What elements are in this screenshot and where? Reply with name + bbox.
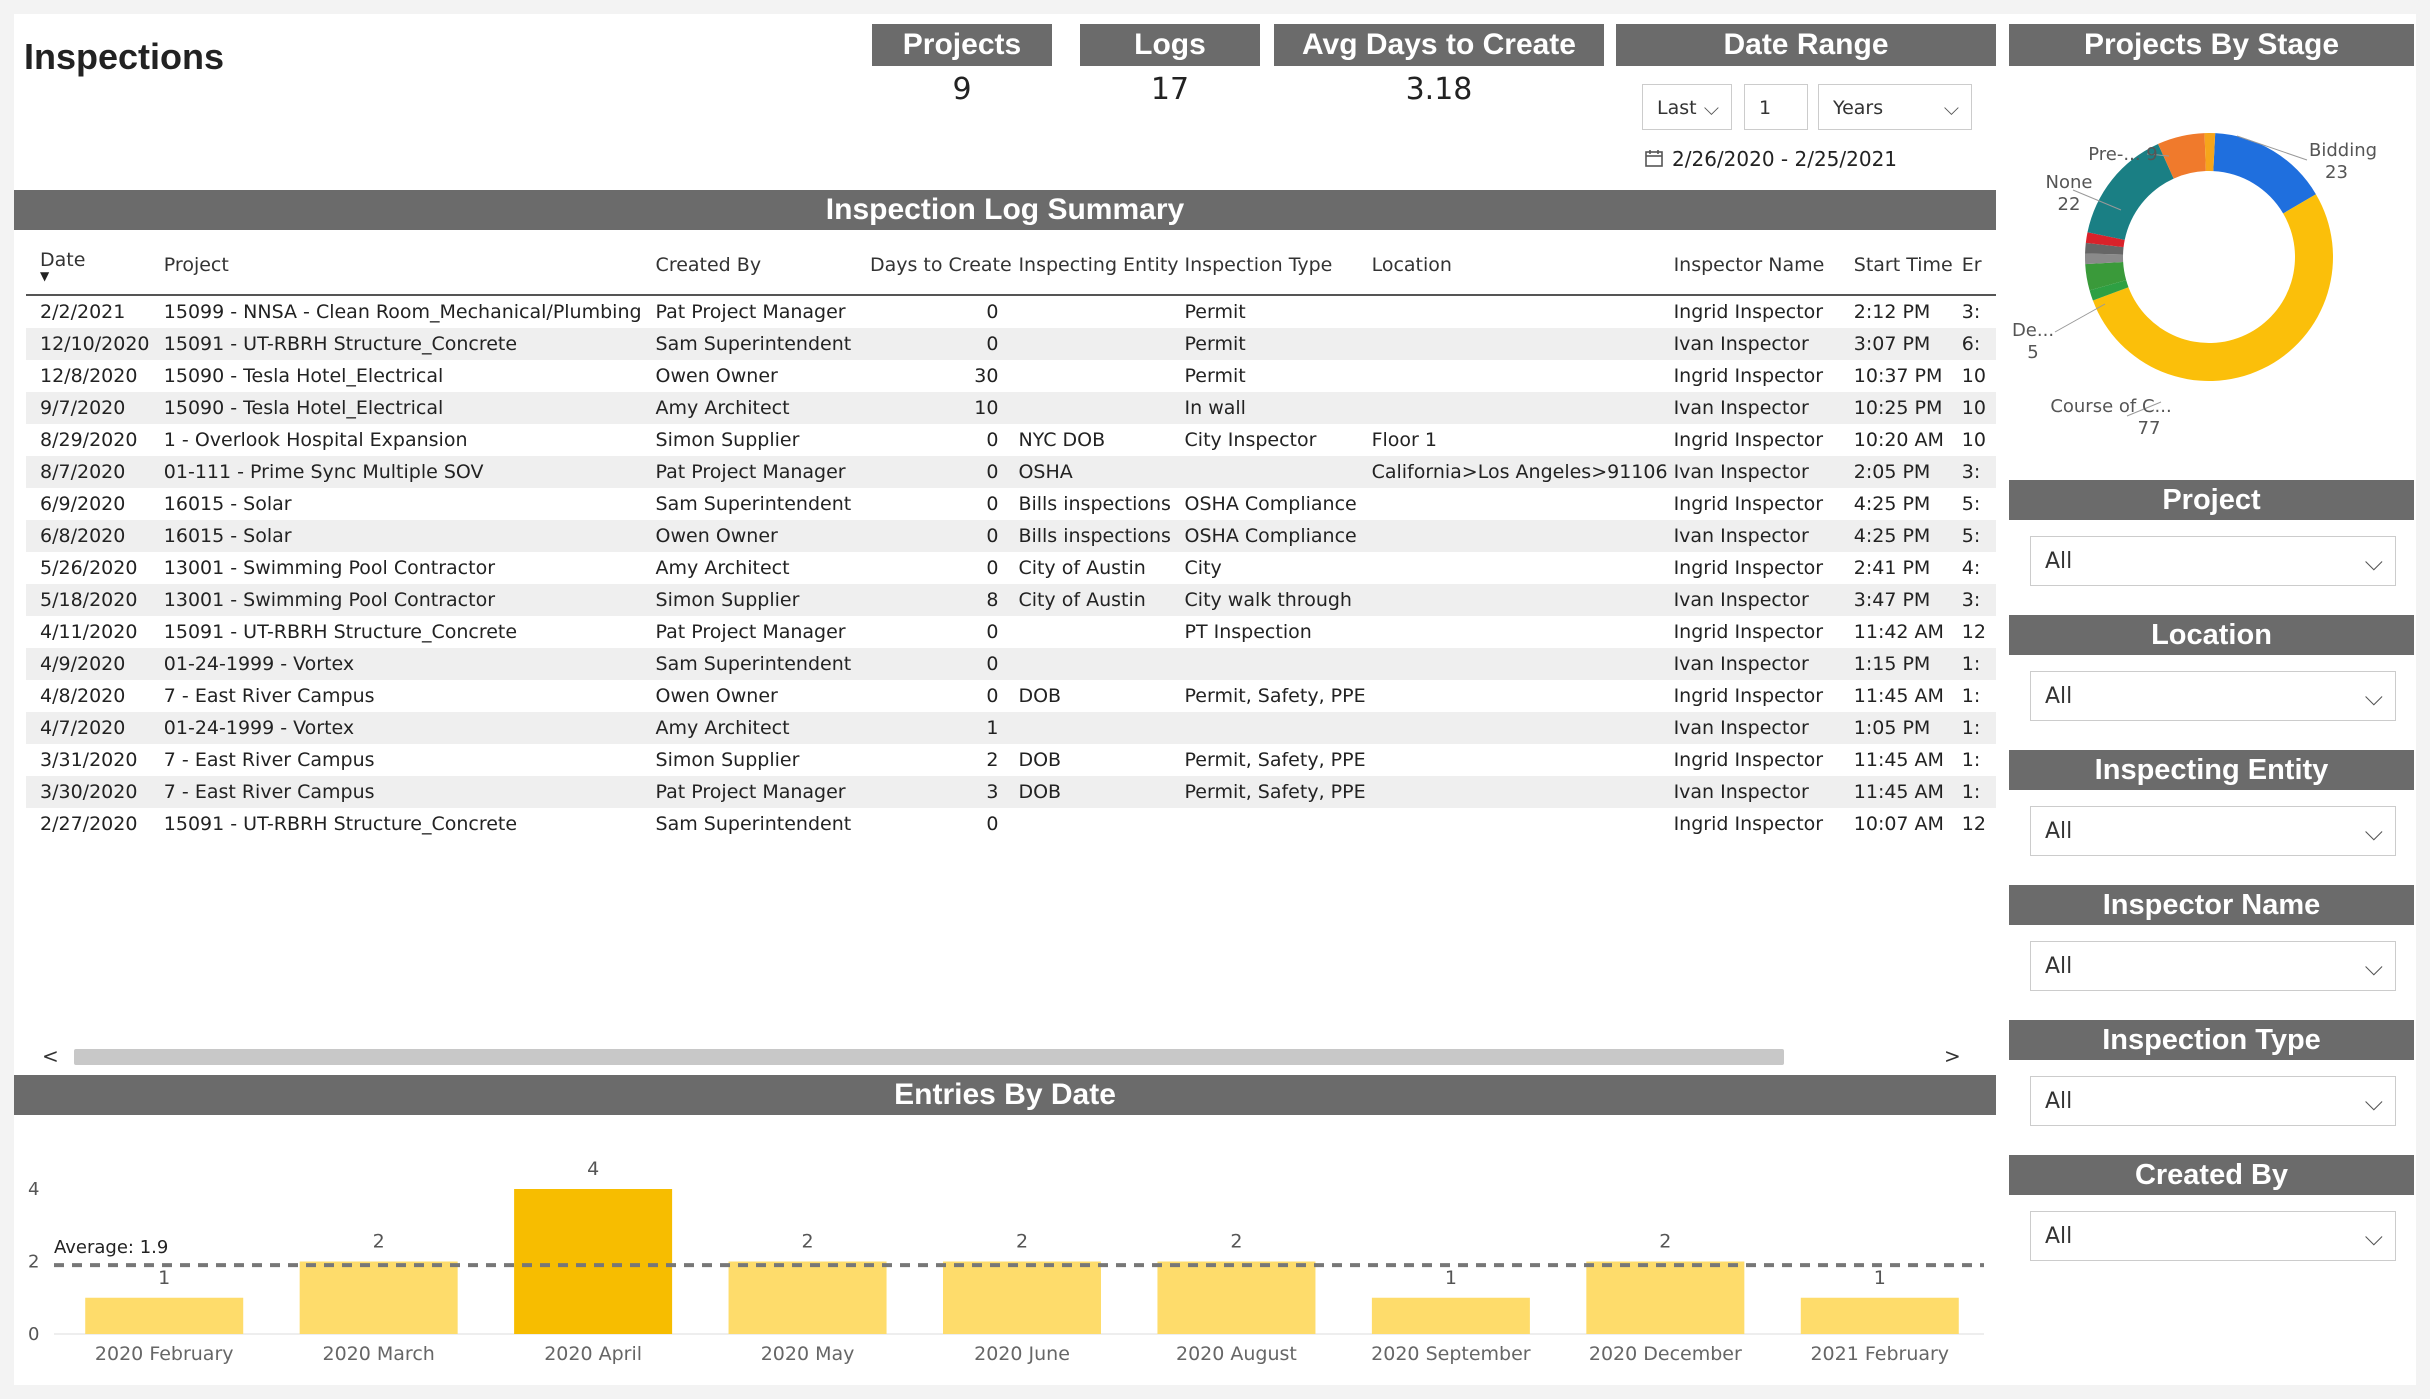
table-cell: 16015 - Solar [163, 493, 292, 515]
donut-label-name: None [2045, 172, 2093, 193]
table-cell: 3: [1956, 584, 1996, 616]
table-cell: 0 [986, 557, 999, 579]
table-cell: 10:20 AM [1853, 429, 1944, 451]
chevron-down-icon: ⌵ [2364, 1223, 2383, 1251]
table-cell: 13001 - Swimming Pool Contractor [150, 584, 642, 616]
table-cell: 4:25 PM [1853, 493, 1931, 515]
table-title: Inspection Log Summary [14, 190, 1996, 230]
slicer-value: All [2045, 819, 2073, 844]
table-cell: 0 [986, 621, 999, 643]
table-cell: 2/27/2020 [40, 813, 138, 835]
x-tick-label: 2021 February [1810, 1343, 1950, 1365]
table-cell: 11:45 AM [1853, 685, 1944, 707]
table-cell: Ivan Inspector [1668, 712, 1848, 744]
bar-value-label: 1 [1444, 1266, 1457, 1289]
table-cell: 1 - Overlook Hospital Expansion [163, 429, 468, 451]
slicer-dropdown-inspection-type[interactable] [2030, 1076, 2396, 1126]
y-tick-label: 4 [28, 1179, 40, 1200]
slicer-header-inspecting-entity: Inspecting Entity [2009, 750, 2414, 790]
col-header-location[interactable]: Location [1366, 236, 1668, 295]
table-cell: In wall [1179, 392, 1366, 424]
date-unit-value: Years [1833, 97, 1884, 119]
table-cell: Sam Superintendent [655, 813, 852, 835]
table-cell: 10 [1961, 365, 1986, 387]
donut-title: Projects By Stage [2009, 24, 2414, 66]
slicer-header-created-by: Created By [2009, 1155, 2414, 1195]
chevron-down-icon: ⌵ [2364, 1088, 2383, 1116]
table-cell: 30 [974, 365, 999, 387]
slicer-header-project: Project [2009, 480, 2414, 520]
table-cell [1366, 680, 1668, 712]
table-cell [1012, 392, 1178, 424]
col-header-created-by[interactable]: Created By [642, 236, 864, 295]
table-row[interactable] [26, 680, 1996, 712]
table-cell: 3: [1956, 456, 1996, 488]
date-period-value: Last [1657, 97, 1697, 119]
table-cell: 01-24-1999 - Vortex [150, 712, 642, 744]
table-cell: 0 [986, 301, 999, 323]
table-cell: 12 [1961, 621, 1986, 643]
table-cell: Ingrid Inspector [1673, 813, 1824, 835]
horizontal-scrollbar-thumb[interactable] [74, 1049, 1784, 1065]
table-cell: 10 [1956, 392, 1996, 424]
table-cell: 0 [864, 648, 1012, 680]
table-cell: 8 [864, 584, 1012, 616]
table-cell [1179, 648, 1366, 680]
bar-value-label: 1 [1873, 1266, 1886, 1289]
table-row[interactable] [26, 488, 1996, 520]
table-cell: 10:25 PM [1848, 392, 1956, 424]
table-cell: 3/30/2020 [26, 776, 150, 808]
slicer-value: All [2045, 684, 2073, 709]
average-label: Average: 1.9 [54, 1237, 169, 1259]
table-cell [1366, 776, 1668, 808]
table-row[interactable] [26, 712, 1996, 744]
table-cell: Ivan Inspector [1668, 776, 1848, 808]
table-cell: 3 [864, 776, 1012, 808]
table-cell [1366, 744, 1668, 776]
scroll-right-arrow[interactable]: > [1944, 1044, 1961, 1068]
table-cell [1179, 712, 1366, 744]
table-cell [1366, 552, 1668, 584]
table-cell: 11:45 AM [1853, 749, 1944, 771]
donut-label-value: 77 [2137, 418, 2161, 439]
table-cell: 0 [986, 429, 999, 451]
table-cell: Ingrid Inspector [1673, 749, 1824, 771]
table-row[interactable] [26, 520, 1996, 552]
chevron-down-icon: ⌵ [2364, 818, 2383, 846]
table-cell [1366, 808, 1668, 840]
donut-label-name: Bidding [2309, 140, 2378, 161]
table-cell: Ivan Inspector [1668, 456, 1848, 488]
table-cell [1179, 808, 1366, 840]
donut-label: Pre-... 9 [2088, 144, 2158, 165]
bar-2020-december [1586, 1262, 1744, 1335]
table-cell: 2/2/2021 [40, 301, 126, 323]
kpi-projects-value: 9 [952, 72, 972, 107]
table-cell: Ingrid Inspector [1673, 685, 1824, 707]
page-title: Inspections [24, 36, 225, 77]
table-cell: Simon Supplier [655, 749, 800, 771]
table-cell: 12/10/2020 [26, 328, 150, 360]
table-cell: Permit [1184, 365, 1246, 387]
table-cell: 0 [864, 520, 1012, 552]
table-cell: PT Inspection [1184, 621, 1312, 643]
table-cell: 6: [1956, 328, 1996, 360]
table-cell: 5: [1956, 520, 1996, 552]
table-cell: 4: [1961, 557, 1981, 579]
col-header-start-time[interactable]: Start Time [1848, 236, 1956, 295]
table-row[interactable] [26, 616, 1996, 648]
table-cell: 2:41 PM [1853, 557, 1931, 579]
table-cell: Permit, Safety, PPE [1179, 776, 1366, 808]
calendar-icon[interactable] [1644, 148, 1664, 168]
table-row[interactable] [26, 295, 1996, 328]
kpi-avg-days-header: Avg Days to Create [1274, 24, 1604, 66]
slicer-value: All [2045, 1224, 2073, 1249]
slicer-header-location: Location [2009, 615, 2414, 655]
table-cell: 4/9/2020 [26, 648, 150, 680]
table-cell: 1: [1956, 648, 1996, 680]
table-cell: DOB [1018, 749, 1062, 771]
table-cell: 4/8/2020 [40, 685, 126, 707]
table-cell: Ivan Inspector [1668, 328, 1848, 360]
date-period-dropdown[interactable] [1642, 84, 1732, 130]
bar-2020-april [514, 1189, 672, 1334]
table-row[interactable] [26, 744, 1996, 776]
table-cell: City of Austin [1018, 557, 1146, 579]
table-cell: 0 [864, 456, 1012, 488]
table-cell: 6/9/2020 [40, 493, 126, 515]
table-row[interactable] [26, 456, 1996, 488]
table-row[interactable] [26, 776, 1996, 808]
donut-label-value: 22 [2057, 194, 2081, 215]
table-cell: 13001 - Swimming Pool Contractor [163, 557, 496, 579]
x-tick-label: 2020 June [974, 1343, 1070, 1365]
bar-2020-march [300, 1262, 458, 1335]
table-cell: 2:05 PM [1848, 456, 1956, 488]
table-cell: 1: [1961, 749, 1981, 771]
table-cell: 4/11/2020 [40, 621, 138, 643]
slicer-header-inspector-name: Inspector Name [2009, 885, 2414, 925]
table-cell: 10 [1961, 429, 1986, 451]
table-cell: 15090 - Tesla Hotel_Electrical [150, 392, 642, 424]
slicer-value: All [2045, 954, 2073, 979]
slicer-dropdown-project[interactable] [2030, 536, 2396, 586]
table-cell: Owen Owner [655, 365, 778, 387]
table-cell: Amy Architect [642, 712, 864, 744]
table-cell: 11:42 AM [1853, 621, 1944, 643]
table-cell: Simon Supplier [655, 429, 800, 451]
table-cell: Bills inspections [1012, 520, 1178, 552]
table-cell: Sam Superintendent [655, 493, 852, 515]
projects-by-stage-donut [2009, 72, 2414, 472]
slicer-dropdown-inspector-name[interactable] [2030, 941, 2396, 991]
table-cell: Pat Project Manager [642, 776, 864, 808]
table-cell: 10 [864, 392, 1012, 424]
table-cell: 8/7/2020 [26, 456, 150, 488]
col-header-days-to-create[interactable]: Days to Create [864, 236, 1012, 295]
table-cell: 8/29/2020 [40, 429, 138, 451]
kpi-logs-header: Logs [1080, 24, 1260, 66]
table-cell: 0 [986, 493, 999, 515]
slicer-value: All [2045, 1089, 2073, 1114]
donut-label-name: Course of C... [2050, 396, 2172, 417]
bar-value-label: 2 [372, 1230, 385, 1253]
table-cell [1012, 648, 1178, 680]
sort-descending-icon: ▼ [40, 269, 50, 283]
table-cell: City of Austin [1012, 584, 1178, 616]
entries-bar-chart [14, 1119, 1996, 1379]
table-cell [1366, 712, 1668, 744]
table-cell: Permit, Safety, PPE [1184, 685, 1366, 707]
table-cell: DOB [1012, 776, 1178, 808]
table-cell: DOB [1018, 685, 1062, 707]
table-cell: Amy Architect [642, 392, 864, 424]
date-range-text: 2/26/2020 - 2/25/2021 [1672, 147, 1898, 171]
table-cell [1179, 456, 1366, 488]
table-cell: 3:47 PM [1848, 584, 1956, 616]
donut-label-value: 5 [2027, 342, 2039, 363]
table-cell: 15091 - UT-RBRH Structure_Concrete [150, 328, 642, 360]
table-cell: 10:37 PM [1853, 365, 1943, 387]
x-tick-label: 2020 August [1175, 1343, 1297, 1365]
x-tick-label: 2020 March [322, 1343, 435, 1365]
table-cell: 5/26/2020 [40, 557, 138, 579]
table-cell [1012, 808, 1178, 840]
table-cell: Pat Project Manager [655, 621, 846, 643]
table-cell: 1: [1956, 776, 1996, 808]
table-cell [1366, 360, 1668, 392]
bar-2020-june [943, 1262, 1101, 1335]
bar-value-label: 2 [1015, 1230, 1029, 1253]
x-tick-label: 2020 May [760, 1343, 855, 1365]
table-cell [1366, 616, 1668, 648]
table-cell: OSHA Compliance [1184, 493, 1357, 515]
x-tick-label: 2020 December [1588, 1343, 1742, 1365]
table-cell: 16015 - Solar [150, 520, 642, 552]
table-cell: 2 [986, 749, 999, 771]
table-cell: Ingrid Inspector [1673, 621, 1824, 643]
table-cell: 5: [1961, 493, 1981, 515]
slicer-dropdown-inspecting-entity[interactable] [2030, 806, 2396, 856]
report-canvas [14, 14, 2416, 1385]
chevron-down-icon: ⌵ [2364, 683, 2383, 711]
bar-2020-september [1372, 1298, 1530, 1334]
table-cell [1366, 328, 1668, 360]
chevron-down-icon: ⌵ [2364, 953, 2383, 981]
table-cell: Ingrid Inspector [1673, 493, 1824, 515]
table-cell: 1:15 PM [1848, 648, 1956, 680]
bar-value-label: 1 [158, 1266, 171, 1289]
table-cell [1366, 488, 1668, 520]
table-cell: 7 - East River Campus [150, 776, 642, 808]
table-cell: 01-111 - Prime Sync Multiple SOV [150, 456, 642, 488]
table-cell: 3:07 PM [1848, 328, 1956, 360]
table-row[interactable] [26, 328, 1996, 360]
bar-2021-february [1801, 1298, 1959, 1334]
table-cell: California>Los Angeles>91106 [1366, 456, 1668, 488]
table-cell [1012, 712, 1178, 744]
table-cell: 15099 - NNSA - Clean Room_Mechanical/Plumbing [163, 301, 642, 323]
slicer-dropdown-location[interactable] [2030, 671, 2396, 721]
table-header-row [26, 236, 1996, 295]
table-cell: Ivan Inspector [1668, 392, 1848, 424]
date-count-input[interactable]: 1 [1744, 84, 1808, 130]
x-tick-label: 2020 April [544, 1343, 643, 1365]
table-cell: 3: [1961, 301, 1981, 323]
table-cell [1366, 584, 1668, 616]
donut-label-value: 23 [2325, 162, 2348, 183]
table-cell: Permit, Safety, PPE [1184, 749, 1366, 771]
scroll-left-arrow[interactable]: < [42, 1044, 59, 1068]
table-cell: 7 - East River Campus [163, 749, 375, 771]
table-cell: Pat Project Manager [642, 456, 864, 488]
table-cell: 0 [986, 813, 999, 835]
bar-value-label: 2 [801, 1230, 814, 1253]
table-cell: Sam Superintendent [642, 648, 864, 680]
slicer-dropdown-created-by[interactable] [2030, 1211, 2396, 1261]
table-cell: 0 [986, 685, 999, 707]
bar-value-label: 2 [1230, 1230, 1243, 1253]
date-range-header: Date Range [1616, 24, 1996, 66]
table-cell: 1: [1961, 685, 1981, 707]
bar-2020-august [1157, 1262, 1315, 1335]
table-cell [1012, 616, 1178, 648]
table-row[interactable] [26, 392, 1996, 424]
col-header-date[interactable]: Date ▼ [26, 236, 150, 295]
table-cell: 4:25 PM [1848, 520, 1956, 552]
table-row[interactable] [26, 584, 1996, 616]
table-cell [1366, 520, 1668, 552]
table-cell: 12 [1961, 813, 1986, 835]
table-cell: 3/31/2020 [40, 749, 138, 771]
table-cell: Ingrid Inspector [1673, 365, 1824, 387]
entries-chart-title: Entries By Date [14, 1075, 1996, 1115]
table-cell: Ingrid Inspector [1673, 429, 1824, 451]
bar-2020-may [729, 1262, 887, 1335]
col-header-inspector-name[interactable]: Inspector Name [1668, 236, 1848, 295]
y-tick-label: 2 [28, 1251, 40, 1273]
table-cell: Ivan Inspector [1668, 648, 1848, 680]
table-cell: 7 - East River Campus [163, 685, 375, 707]
table-cell: 1 [864, 712, 1012, 744]
col-header-inspecting-entity[interactable]: Inspecting Entity [1012, 236, 1178, 295]
table-cell: Permit [1179, 328, 1366, 360]
table-cell [1012, 360, 1178, 392]
table-cell: 15091 - UT-RBRH Structure_Concrete [163, 813, 518, 835]
table-cell: 5/18/2020 [26, 584, 150, 616]
slicer-value: All [2045, 549, 2073, 574]
table-cell: Ivan Inspector [1668, 584, 1848, 616]
kpi-avg-days-value: 3.18 [1405, 72, 1473, 107]
table-cell: 2:12 PM [1853, 301, 1931, 323]
table-cell: 11:45 AM [1848, 776, 1956, 808]
table-cell: 1: [1956, 712, 1996, 744]
table-cell: Floor 1 [1371, 429, 1437, 451]
table-cell: 4/7/2020 [26, 712, 150, 744]
table-cell: 10:07 AM [1853, 813, 1944, 835]
table-row[interactable] [26, 808, 1996, 840]
table-cell [1012, 295, 1178, 328]
table-cell: City walk through [1179, 584, 1366, 616]
chevron-down-icon: ⌵ [1943, 96, 1959, 120]
bar-value-label: 2 [1659, 1230, 1672, 1253]
table-row[interactable] [26, 552, 1996, 584]
table-row[interactable] [26, 360, 1996, 392]
table-cell: Simon Supplier [642, 584, 864, 616]
x-tick-label: 2020 September [1371, 1343, 1531, 1365]
chevron-down-icon: ⌵ [1703, 96, 1719, 120]
table-cell: 1:05 PM [1848, 712, 1956, 744]
table-cell: Owen Owner [642, 520, 864, 552]
table-cell: Amy Architect [655, 557, 790, 579]
col-header-inspection-type[interactable]: Inspection Type [1179, 236, 1366, 295]
slicer-header-inspection-type: Inspection Type [2009, 1020, 2414, 1060]
table-cell: Ingrid Inspector [1673, 301, 1824, 323]
table-cell: Pat Project Manager [655, 301, 846, 323]
kpi-logs-value: 17 [1150, 72, 1190, 107]
table-cell: 01-24-1999 - Vortex [150, 648, 642, 680]
table-cell: City [1184, 557, 1222, 579]
donut-label-name: De... [2011, 320, 2055, 341]
x-tick-label: 2020 February [94, 1343, 234, 1365]
table-cell: 9/7/2020 [26, 392, 150, 424]
table-cell: 15091 - UT-RBRH Structure_Concrete [163, 621, 518, 643]
table-cell [1366, 295, 1668, 328]
table-cell: Bills inspections [1018, 493, 1171, 515]
table-cell: Permit [1184, 301, 1246, 323]
table-cell: NYC DOB [1018, 429, 1106, 451]
table-cell: 0 [864, 328, 1012, 360]
table-cell: OSHA [1012, 456, 1178, 488]
bar-value-label: 4 [587, 1158, 600, 1180]
table-cell: OSHA Compliance [1179, 520, 1366, 552]
y-tick-label: 0 [28, 1324, 40, 1345]
table-cell: 6/8/2020 [26, 520, 150, 552]
kpi-projects-header: Projects [872, 24, 1052, 66]
table-cell [1012, 328, 1178, 360]
bar-2020-february [85, 1298, 243, 1334]
table-cell [1366, 392, 1668, 424]
inspection-log-table [26, 236, 1996, 1056]
col-header-end[interactable]: Er [1956, 236, 1996, 295]
table-cell: 15090 - Tesla Hotel_Electrical [163, 365, 444, 387]
col-header-project[interactable]: Project [150, 236, 642, 295]
table-cell: Sam Superintendent [642, 328, 864, 360]
table-row[interactable] [26, 424, 1996, 456]
date-unit-dropdown[interactable] [1818, 84, 1972, 130]
table-cell [1366, 648, 1668, 680]
table-row[interactable] [26, 648, 1996, 680]
donut-leader-line [2055, 304, 2105, 332]
table-cell: Owen Owner [655, 685, 778, 707]
table-cell: Ingrid Inspector [1673, 557, 1824, 579]
table-cell: 12/8/2020 [40, 365, 138, 387]
table-cell: Ivan Inspector [1668, 520, 1848, 552]
chevron-down-icon: ⌵ [2364, 548, 2383, 576]
table-cell: City Inspector [1184, 429, 1317, 451]
